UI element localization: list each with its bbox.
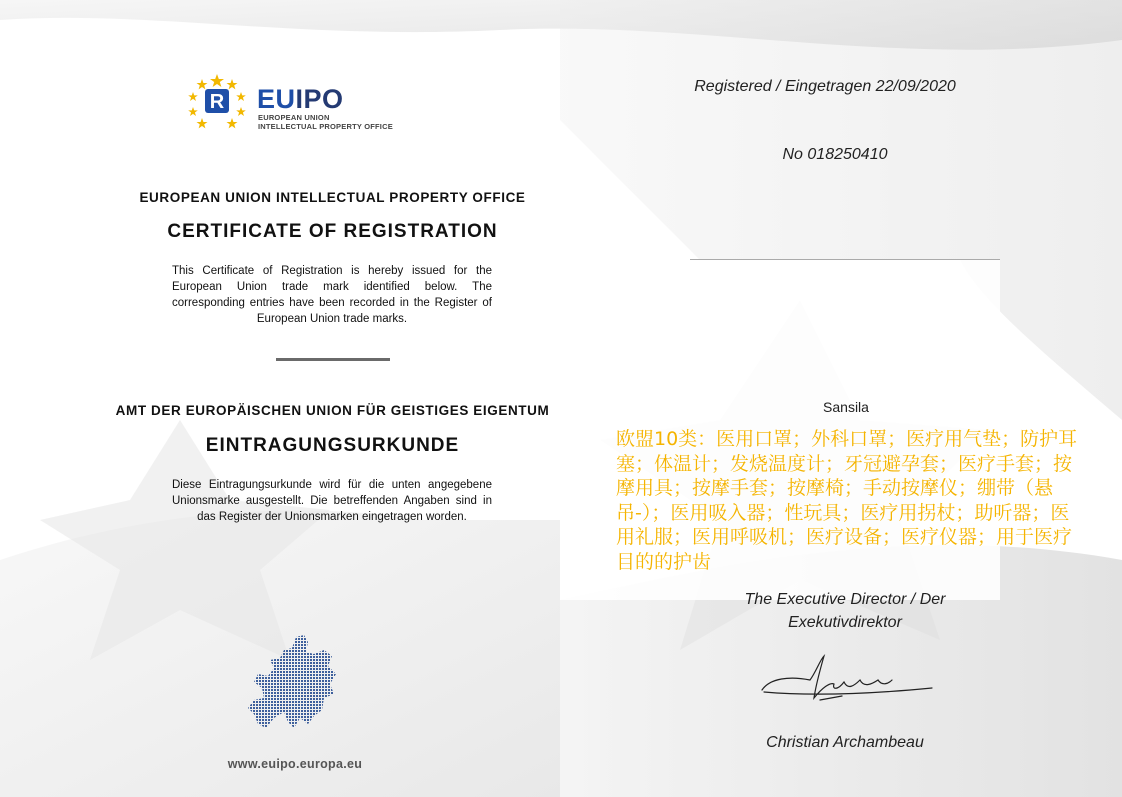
euipo-wordmark bbox=[257, 84, 344, 115]
certificate-title-en: CERTIFICATE OF REGISTRATION bbox=[167, 221, 498, 242]
executive-director-title bbox=[700, 588, 990, 634]
eu-map-icon bbox=[244, 632, 344, 732]
director-line2: Exekutivdirektor bbox=[788, 614, 902, 631]
trade-mark-name: Sansila bbox=[823, 399, 869, 415]
section-divider bbox=[276, 358, 390, 361]
certificate-text-en: This Certificate of Registration is hereby issued for the European Union trade mark identified below. The corresponding entries have been recorded in the Register of European Union trade marks. bbox=[172, 265, 492, 325]
website-link[interactable]: www.euipo.europa.eu bbox=[227, 757, 363, 771]
euipo-logo-icon bbox=[188, 72, 246, 130]
director-line1: The Executive Director / Der bbox=[744, 591, 946, 608]
registration-date: Registered / Eingetragen 22/09/2020 bbox=[694, 78, 956, 95]
trade-mark-rule bbox=[690, 259, 1000, 260]
office-heading-de: AMT DER EUROPÄISCHEN UNION FÜR GEISTIGES EIGENTUM bbox=[115, 403, 550, 418]
svg-text:R: R bbox=[209, 91, 225, 113]
signatory-name: Christian Archambeau bbox=[766, 734, 924, 751]
office-heading-en: EUROPEAN UNION INTELLECTUAL PROPERTY OFFICE bbox=[139, 190, 526, 205]
certificate-text-de: Diese Eintragungsurkunde wird für die unten angegebene Unionsmarke ausgestellt. Die betreffenden Angaben sind in das Register der Unionsmarken eingetragen worden. bbox=[172, 479, 492, 523]
wordmark-ipo: IPO bbox=[295, 84, 344, 114]
handwritten-signature bbox=[750, 650, 940, 710]
goods-list-overlay: 欧盟10类：医用口罩；外科口罩；医疗用气垫；防护耳塞；体温计；发烧温度计；牙冠避孕套；医疗手套；按摩用具；按摩手套；按摩椅；手动按摩仪；绷带（悬吊-）；医用吸入器；性玩具；医疗用拐杖；助听器；医用礼服；医用呼吸机；医疗设备；医疗仪器；用于医疗目的的护齿 bbox=[616, 428, 1078, 573]
wordmark-eu: EU bbox=[257, 84, 296, 114]
certificate-title-de: EINTRAGUNGSURKUNDE bbox=[205, 435, 460, 456]
logo-line2: INTELLECTUAL PROPERTY OFFICE bbox=[258, 122, 393, 131]
logo-subtitle bbox=[258, 113, 393, 131]
registration-number: No 018250410 bbox=[782, 146, 888, 163]
logo-line1: EUROPEAN UNION bbox=[258, 113, 330, 122]
